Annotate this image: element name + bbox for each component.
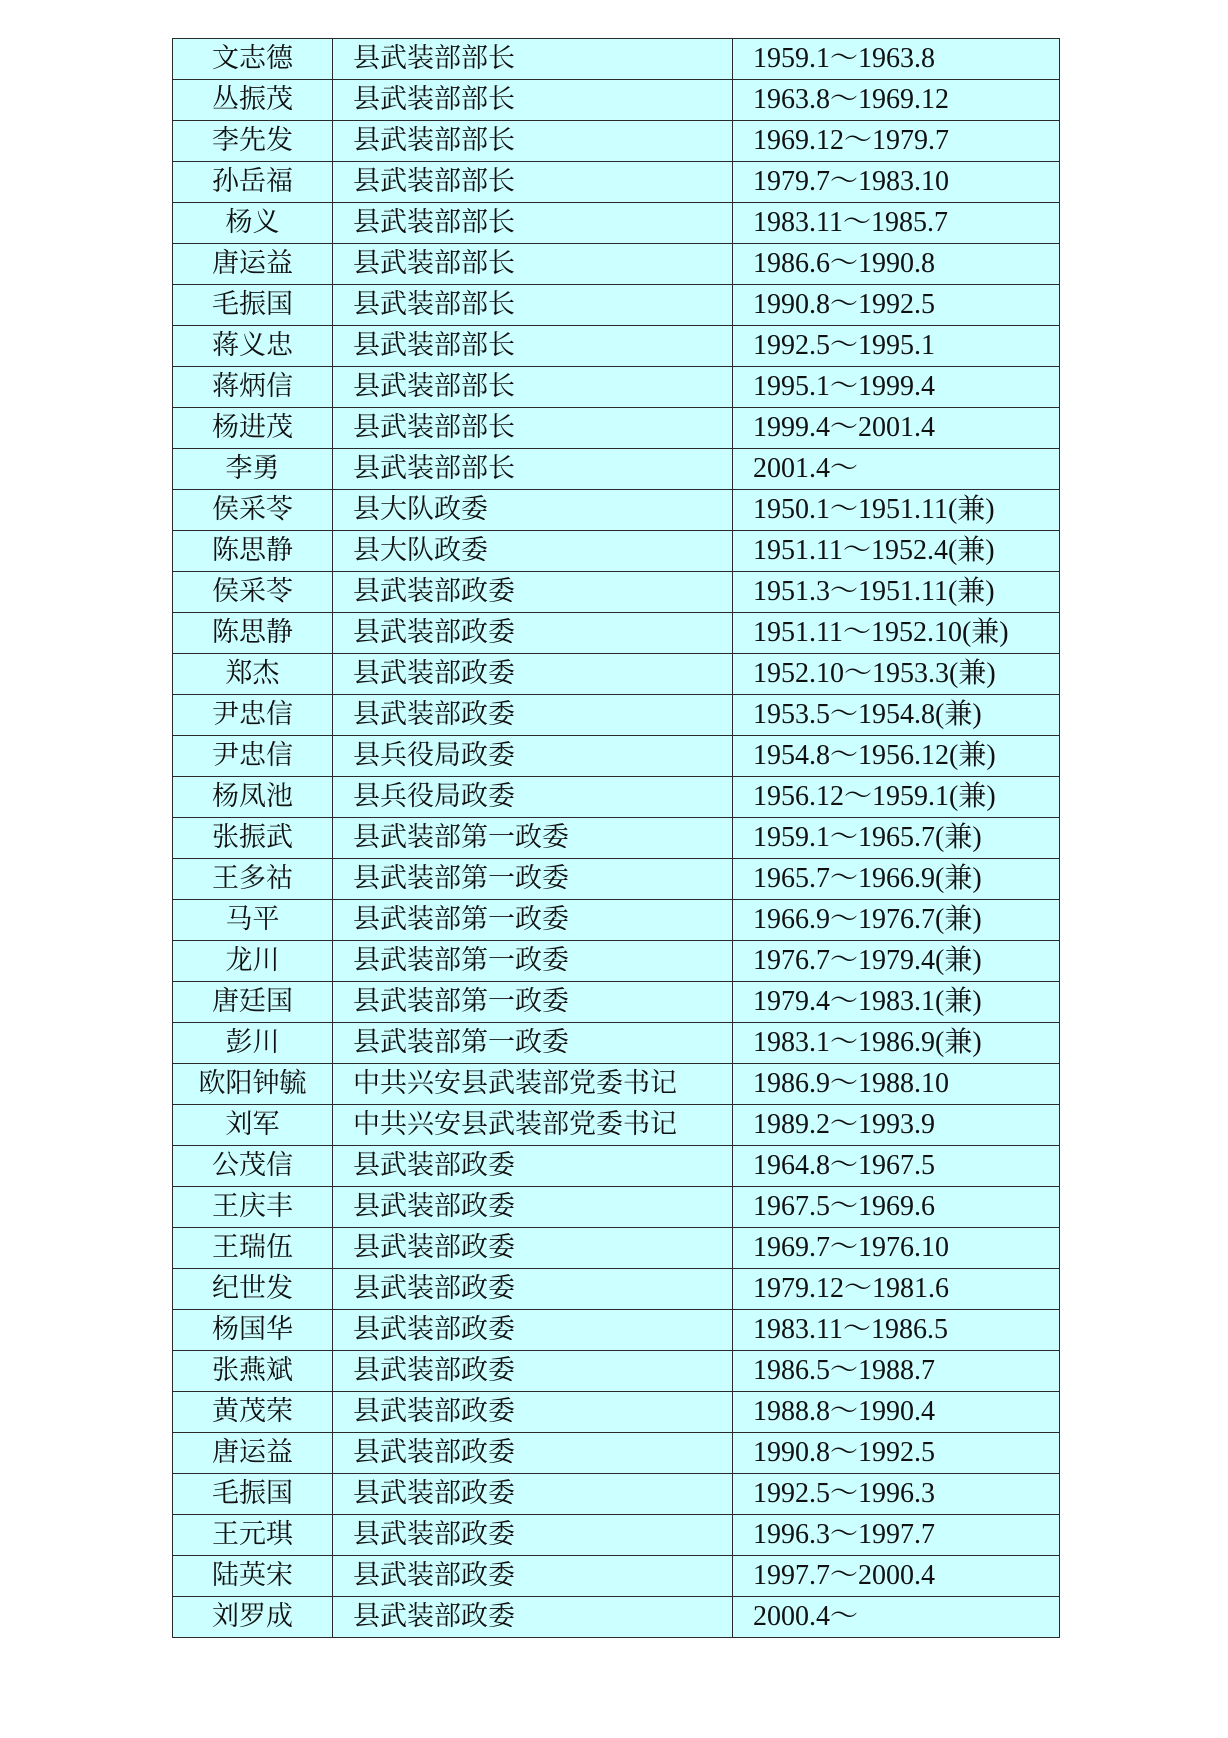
table-row: [173, 244, 1060, 285]
term-period-cell: 1951.3～1951.11(兼): [733, 572, 1060, 613]
table-row: [173, 162, 1060, 203]
table-row: [173, 1187, 1060, 1228]
term-period-cell: 1967.5～1969.6: [733, 1187, 1060, 1228]
term-period-cell: 1969.7～1976.10: [733, 1228, 1060, 1269]
term-period-cell: 1951.11～1952.4(兼): [733, 531, 1060, 572]
position-title-cell: 县武装部政委: [333, 1433, 733, 1474]
position-title-cell: 县武装部部长: [333, 449, 733, 490]
term-period-cell: 1954.8～1956.12(兼): [733, 736, 1060, 777]
position-title-cell: 县大队政委: [333, 490, 733, 531]
term-period-cell: 1983.11～1986.5: [733, 1310, 1060, 1351]
position-title-cell: 中共兴安县武装部党委书记: [333, 1064, 733, 1105]
official-name-cell: 李先发: [173, 121, 333, 162]
term-period-cell: 1959.1～1963.8: [733, 39, 1060, 80]
table-row: [173, 285, 1060, 326]
term-period-cell: 1965.7～1966.9(兼): [733, 859, 1060, 900]
position-title-cell: 县武装部部长: [333, 408, 733, 449]
term-period-cell: 1997.7～2000.4: [733, 1556, 1060, 1597]
term-period-cell: 1953.5～1954.8(兼): [733, 695, 1060, 736]
official-name-cell: 孙岳福: [173, 162, 333, 203]
table-row: [173, 1474, 1060, 1515]
term-period-cell: 2000.4～: [733, 1597, 1060, 1638]
official-name-cell: 黄茂荣: [173, 1392, 333, 1433]
official-name-cell: 张燕斌: [173, 1351, 333, 1392]
official-name-cell: 蒋炳信: [173, 367, 333, 408]
position-title-cell: 县武装部部长: [333, 367, 733, 408]
term-period-cell: 1976.7～1979.4(兼): [733, 941, 1060, 982]
position-title-cell: 县武装部部长: [333, 326, 733, 367]
term-period-cell: 1966.9～1976.7(兼): [733, 900, 1060, 941]
table-row: [173, 1064, 1060, 1105]
term-period-cell: 1995.1～1999.4: [733, 367, 1060, 408]
position-title-cell: 县武装部部长: [333, 162, 733, 203]
position-title-cell: 县武装部政委: [333, 613, 733, 654]
table-row: [173, 1597, 1060, 1638]
term-period-cell: 1990.8～1992.5: [733, 1433, 1060, 1474]
table-row: [173, 326, 1060, 367]
table-row: [173, 531, 1060, 572]
term-period-cell: 1989.2～1993.9: [733, 1105, 1060, 1146]
term-period-cell: 1986.9～1988.10: [733, 1064, 1060, 1105]
term-period-cell: 1983.11～1985.7: [733, 203, 1060, 244]
table-row: [173, 1269, 1060, 1310]
official-name-cell: 公茂信: [173, 1146, 333, 1187]
official-name-cell: 侯采苓: [173, 490, 333, 531]
table-row: [173, 736, 1060, 777]
position-title-cell: 县武装部政委: [333, 1187, 733, 1228]
official-name-cell: 龙川: [173, 941, 333, 982]
term-period-cell: 1951.11～1952.10(兼): [733, 613, 1060, 654]
term-period-cell: 1999.4～2001.4: [733, 408, 1060, 449]
term-period-cell: 1990.8～1992.5: [733, 285, 1060, 326]
official-name-cell: 张振武: [173, 818, 333, 859]
table-row: [173, 613, 1060, 654]
term-period-cell: 1964.8～1967.5: [733, 1146, 1060, 1187]
official-name-cell: 陈思静: [173, 613, 333, 654]
table-row: [173, 818, 1060, 859]
official-name-cell: 欧阳钟毓: [173, 1064, 333, 1105]
official-name-cell: 蒋义忠: [173, 326, 333, 367]
term-period-cell: 1979.7～1983.10: [733, 162, 1060, 203]
position-title-cell: 县武装部部长: [333, 203, 733, 244]
official-name-cell: 唐运益: [173, 1433, 333, 1474]
official-name-cell: 王元琪: [173, 1515, 333, 1556]
official-name-cell: 毛振国: [173, 285, 333, 326]
term-period-cell: 1969.12～1979.7: [733, 121, 1060, 162]
official-name-cell: 王瑞伍: [173, 1228, 333, 1269]
term-period-cell: 1992.5～1996.3: [733, 1474, 1060, 1515]
table-row: [173, 408, 1060, 449]
term-period-cell: 1963.8～1969.12: [733, 80, 1060, 121]
table-row: [173, 1146, 1060, 1187]
position-title-cell: 县武装部第一政委: [333, 859, 733, 900]
term-period-cell: 1950.1～1951.11(兼): [733, 490, 1060, 531]
table-row: [173, 1310, 1060, 1351]
table-row: [173, 1023, 1060, 1064]
table-row: [173, 695, 1060, 736]
table-row: [173, 982, 1060, 1023]
position-title-cell: 县兵役局政委: [333, 777, 733, 818]
official-name-cell: 侯采苓: [173, 572, 333, 613]
official-name-cell: 李勇: [173, 449, 333, 490]
table-row: [173, 654, 1060, 695]
term-period-cell: 1988.8～1990.4: [733, 1392, 1060, 1433]
official-name-cell: 文志德: [173, 39, 333, 80]
term-period-cell: 1986.6～1990.8: [733, 244, 1060, 285]
position-title-cell: 县武装部第一政委: [333, 941, 733, 982]
table-row: [173, 367, 1060, 408]
position-title-cell: 县武装部政委: [333, 1351, 733, 1392]
position-title-cell: 县武装部部长: [333, 285, 733, 326]
table-row: [173, 80, 1060, 121]
position-title-cell: 县武装部政委: [333, 1556, 733, 1597]
table-row: [173, 572, 1060, 613]
table-row: [173, 490, 1060, 531]
official-name-cell: 杨凤池: [173, 777, 333, 818]
position-title-cell: 县兵役局政委: [333, 736, 733, 777]
official-name-cell: 杨进茂: [173, 408, 333, 449]
official-name-cell: 唐廷国: [173, 982, 333, 1023]
position-title-cell: 县武装部政委: [333, 1597, 733, 1638]
table-row: [173, 900, 1060, 941]
official-name-cell: 尹忠信: [173, 695, 333, 736]
table-row: [173, 777, 1060, 818]
table-row: [173, 1556, 1060, 1597]
position-title-cell: 县武装部部长: [333, 121, 733, 162]
official-name-cell: 陆英宋: [173, 1556, 333, 1597]
official-name-cell: 纪世发: [173, 1269, 333, 1310]
official-name-cell: 尹忠信: [173, 736, 333, 777]
official-name-cell: 陈思静: [173, 531, 333, 572]
official-name-cell: 郑杰: [173, 654, 333, 695]
officials-table: [172, 38, 1060, 1638]
official-name-cell: 杨国华: [173, 1310, 333, 1351]
table-row: [173, 39, 1060, 80]
position-title-cell: 县武装部政委: [333, 1515, 733, 1556]
term-period-cell: 1992.5～1995.1: [733, 326, 1060, 367]
table-row: [173, 941, 1060, 982]
table-row: [173, 449, 1060, 490]
table-row: [173, 203, 1060, 244]
table-row: [173, 1392, 1060, 1433]
position-title-cell: 县武装部第一政委: [333, 900, 733, 941]
term-period-cell: 1983.1～1986.9(兼): [733, 1023, 1060, 1064]
official-name-cell: 丛振茂: [173, 80, 333, 121]
term-period-cell: 1979.4～1983.1(兼): [733, 982, 1060, 1023]
position-title-cell: 县大队政委: [333, 531, 733, 572]
official-name-cell: 彭川: [173, 1023, 333, 1064]
table-row: [173, 1105, 1060, 1146]
term-period-cell: 1959.1～1965.7(兼): [733, 818, 1060, 859]
term-period-cell: 1979.12～1981.6: [733, 1269, 1060, 1310]
position-title-cell: 县武装部部长: [333, 80, 733, 121]
position-title-cell: 县武装部政委: [333, 572, 733, 613]
position-title-cell: 县武装部政委: [333, 1146, 733, 1187]
position-title-cell: 县武装部政委: [333, 695, 733, 736]
position-title-cell: 县武装部第一政委: [333, 1023, 733, 1064]
term-period-cell: 1986.5～1988.7: [733, 1351, 1060, 1392]
official-name-cell: 刘军: [173, 1105, 333, 1146]
table-row: [173, 121, 1060, 162]
table-row: [173, 1351, 1060, 1392]
position-title-cell: 县武装部部长: [333, 244, 733, 285]
table-row: [173, 859, 1060, 900]
position-title-cell: 县武装部政委: [333, 1474, 733, 1515]
position-title-cell: 县武装部政委: [333, 1269, 733, 1310]
position-title-cell: 县武装部政委: [333, 1310, 733, 1351]
official-name-cell: 刘罗成: [173, 1597, 333, 1638]
term-period-cell: 1996.3～1997.7: [733, 1515, 1060, 1556]
official-name-cell: 王多祜: [173, 859, 333, 900]
officials-table-body: [173, 39, 1060, 1638]
position-title-cell: 县武装部第一政委: [333, 818, 733, 859]
table-row: [173, 1515, 1060, 1556]
official-name-cell: 毛振国: [173, 1474, 333, 1515]
table-row: [173, 1228, 1060, 1269]
position-title-cell: 县武装部政委: [333, 1392, 733, 1433]
table-row: [173, 1433, 1060, 1474]
official-name-cell: 唐运益: [173, 244, 333, 285]
position-title-cell: 县武装部第一政委: [333, 982, 733, 1023]
position-title-cell: 中共兴安县武装部党委书记: [333, 1105, 733, 1146]
term-period-cell: 1952.10～1953.3(兼): [733, 654, 1060, 695]
term-period-cell: 1956.12～1959.1(兼): [733, 777, 1060, 818]
official-name-cell: 杨义: [173, 203, 333, 244]
position-title-cell: 县武装部政委: [333, 1228, 733, 1269]
position-title-cell: 县武装部政委: [333, 654, 733, 695]
term-period-cell: 2001.4～: [733, 449, 1060, 490]
official-name-cell: 马平: [173, 900, 333, 941]
official-name-cell: 王庆丰: [173, 1187, 333, 1228]
position-title-cell: 县武装部部长: [333, 39, 733, 80]
